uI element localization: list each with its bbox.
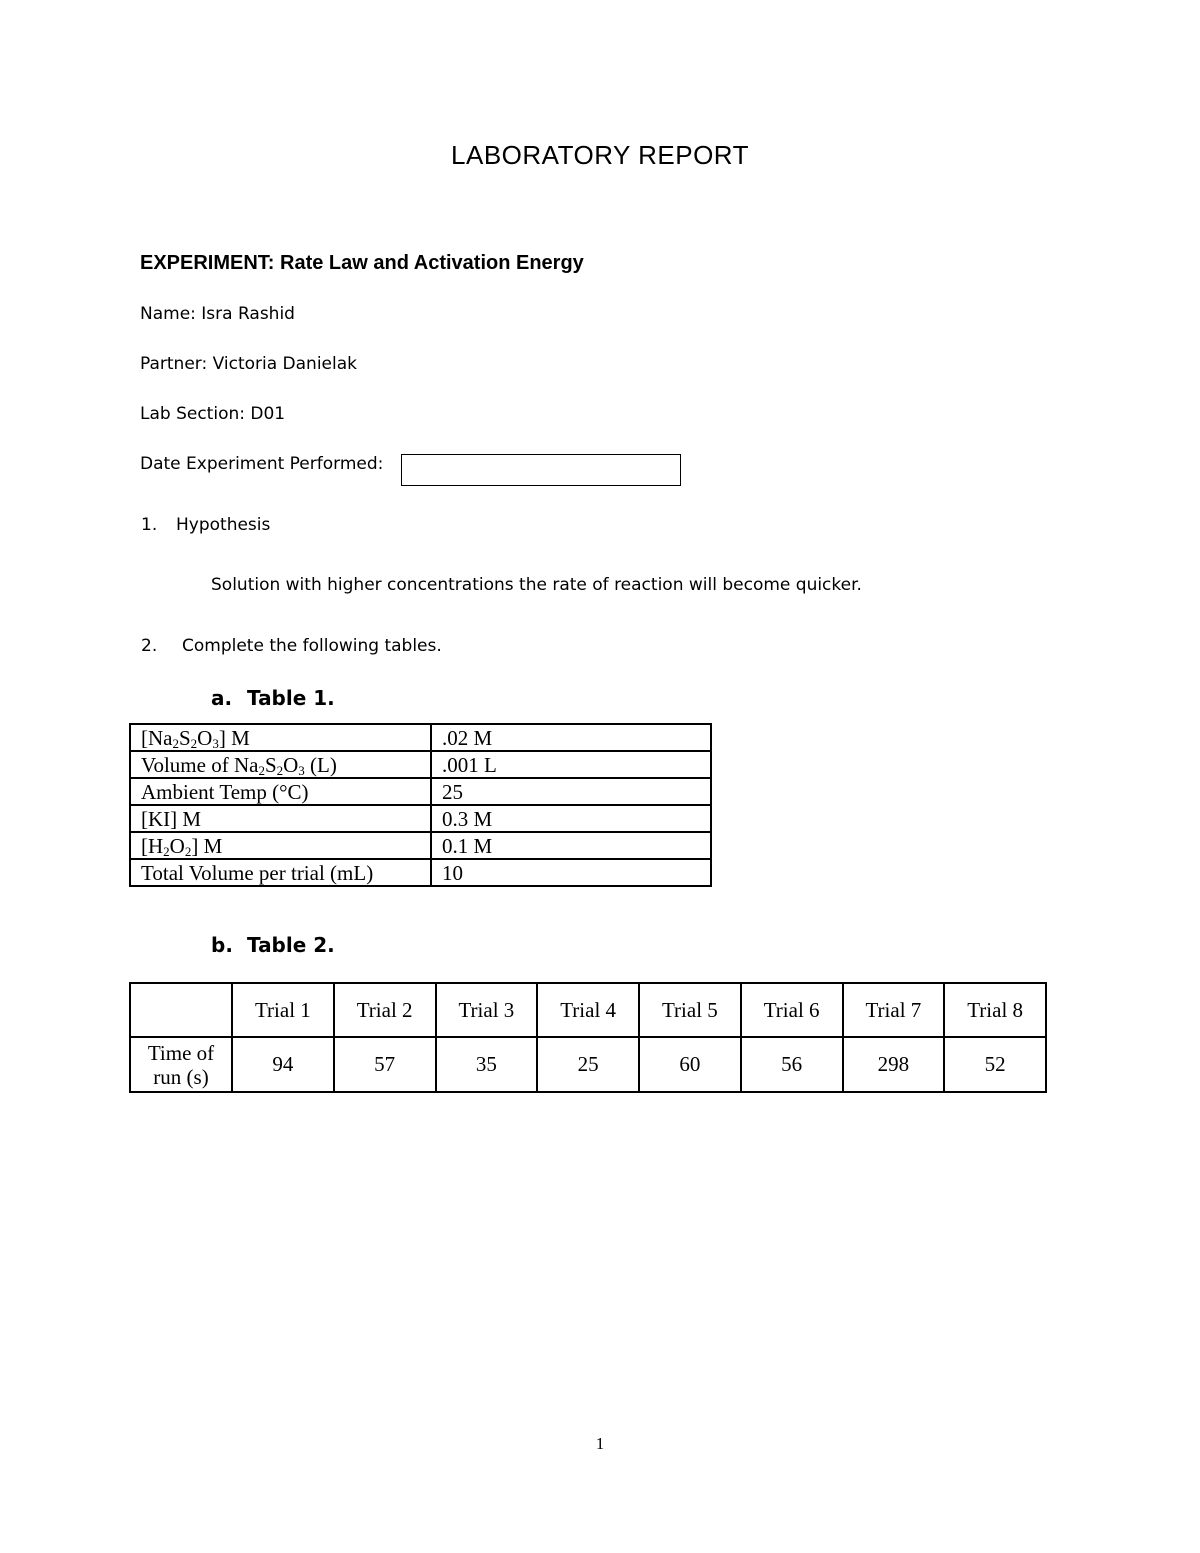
date-input-box[interactable] [401,454,681,486]
formula-subscript: 2 [163,843,170,859]
table2-value-cell: 56 [741,1037,843,1092]
table1-row [130,778,711,805]
section2-heading: Complete the following tables. [182,636,442,656]
table2-value-cell: 35 [436,1037,538,1092]
label-text: S [264,752,277,777]
table2-column-header: Trial 1 [232,983,334,1037]
table1-label-cell [130,724,431,751]
label-text: [KI] M [141,806,202,831]
table2-corner-cell [130,983,232,1037]
label-text: O [197,725,213,750]
table2-column-header: Trial 2 [334,983,436,1037]
report-title: LABORATORY REPORT [451,140,749,170]
name-field: Name: Isra Rashid [140,304,295,324]
formula-subscript: 3 [212,735,219,751]
partner-field: Partner: Victoria Danielak [140,354,357,374]
table1-row [130,724,711,751]
lab-section-field: Lab Section: D01 [140,404,286,424]
table1-heading: Table 1. [247,686,335,710]
row-label-line1: Time of [147,1040,215,1065]
table2-column-header: Trial 8 [944,983,1046,1037]
table2-data-row [130,1037,1046,1092]
label-text: ] M [191,833,223,858]
section1-number: 1. [141,515,158,535]
table1-value-cell: 25 [431,778,711,805]
table1-value-cell: 10 [431,859,711,886]
table2-value-cell: 94 [232,1037,334,1092]
table2-value-cell: 52 [944,1037,1046,1092]
table1-label-cell [130,805,431,832]
table2-column-header: Trial 6 [741,983,843,1037]
label-text: (L) [304,752,337,777]
table2-column-header: Trial 5 [639,983,741,1037]
label-text: Volume of Na [141,752,259,777]
formula-subscript: 3 [298,762,305,778]
label-text: [Na [141,725,173,750]
table1-row [130,832,711,859]
table2-header-row [130,983,1046,1037]
table2-value-cell: 25 [537,1037,639,1092]
table2-column-header: Trial 7 [843,983,945,1037]
table1-value-cell: .001 L [431,751,711,778]
formula-subscript: 2 [190,735,198,751]
table1-value-cell: 0.3 M [431,805,711,832]
label-text: ] M [218,725,250,750]
row-label-line2: run (s) [153,1064,209,1089]
table2-heading: Table 2. [247,933,335,957]
section1-heading: Hypothesis [176,515,271,535]
table1 [129,723,712,887]
table1-row [130,859,711,886]
table2-row-label [130,1037,232,1092]
table2-column-header: Trial 4 [537,983,639,1037]
label-text: O [283,752,299,777]
table1-value-cell: 0.1 M [431,832,711,859]
table2-value-cell: 298 [843,1037,945,1092]
section2-number: 2. [141,636,158,656]
table1-label-cell [130,751,431,778]
formula-subscript: 2 [258,762,265,778]
label-text: O [169,833,185,858]
table1-marker: a. [211,686,233,710]
table2-column-header: Trial 3 [436,983,538,1037]
page-number: 1 [595,1434,605,1453]
table2 [129,982,1047,1093]
table1-row [130,751,711,778]
formula-subscript: 2 [276,762,284,778]
table1-label-cell [130,859,431,886]
table2-marker: b. [211,933,233,957]
label-text: S [178,725,191,750]
table2-value-cell: 60 [639,1037,741,1092]
formula-subscript: 2 [172,735,179,751]
label-text: [H [141,833,164,858]
formula-subscript: 2 [184,843,192,859]
experiment-heading: EXPERIMENT: Rate Law and Activation Energy [140,252,584,274]
hypothesis-text: Solution with higher concentrations the rate of reaction will become quicker. [211,575,862,595]
label-text: Ambient Temp (°C) [141,779,309,804]
table2-value-cell: 57 [334,1037,436,1092]
date-label: Date Experiment Performed: [140,454,384,474]
table1-label-cell [130,832,431,859]
label-text: Total Volume per trial (mL) [141,860,374,885]
table1-row [130,805,711,832]
table1-label-cell [130,778,431,805]
table1-value-cell: .02 M [431,724,711,751]
